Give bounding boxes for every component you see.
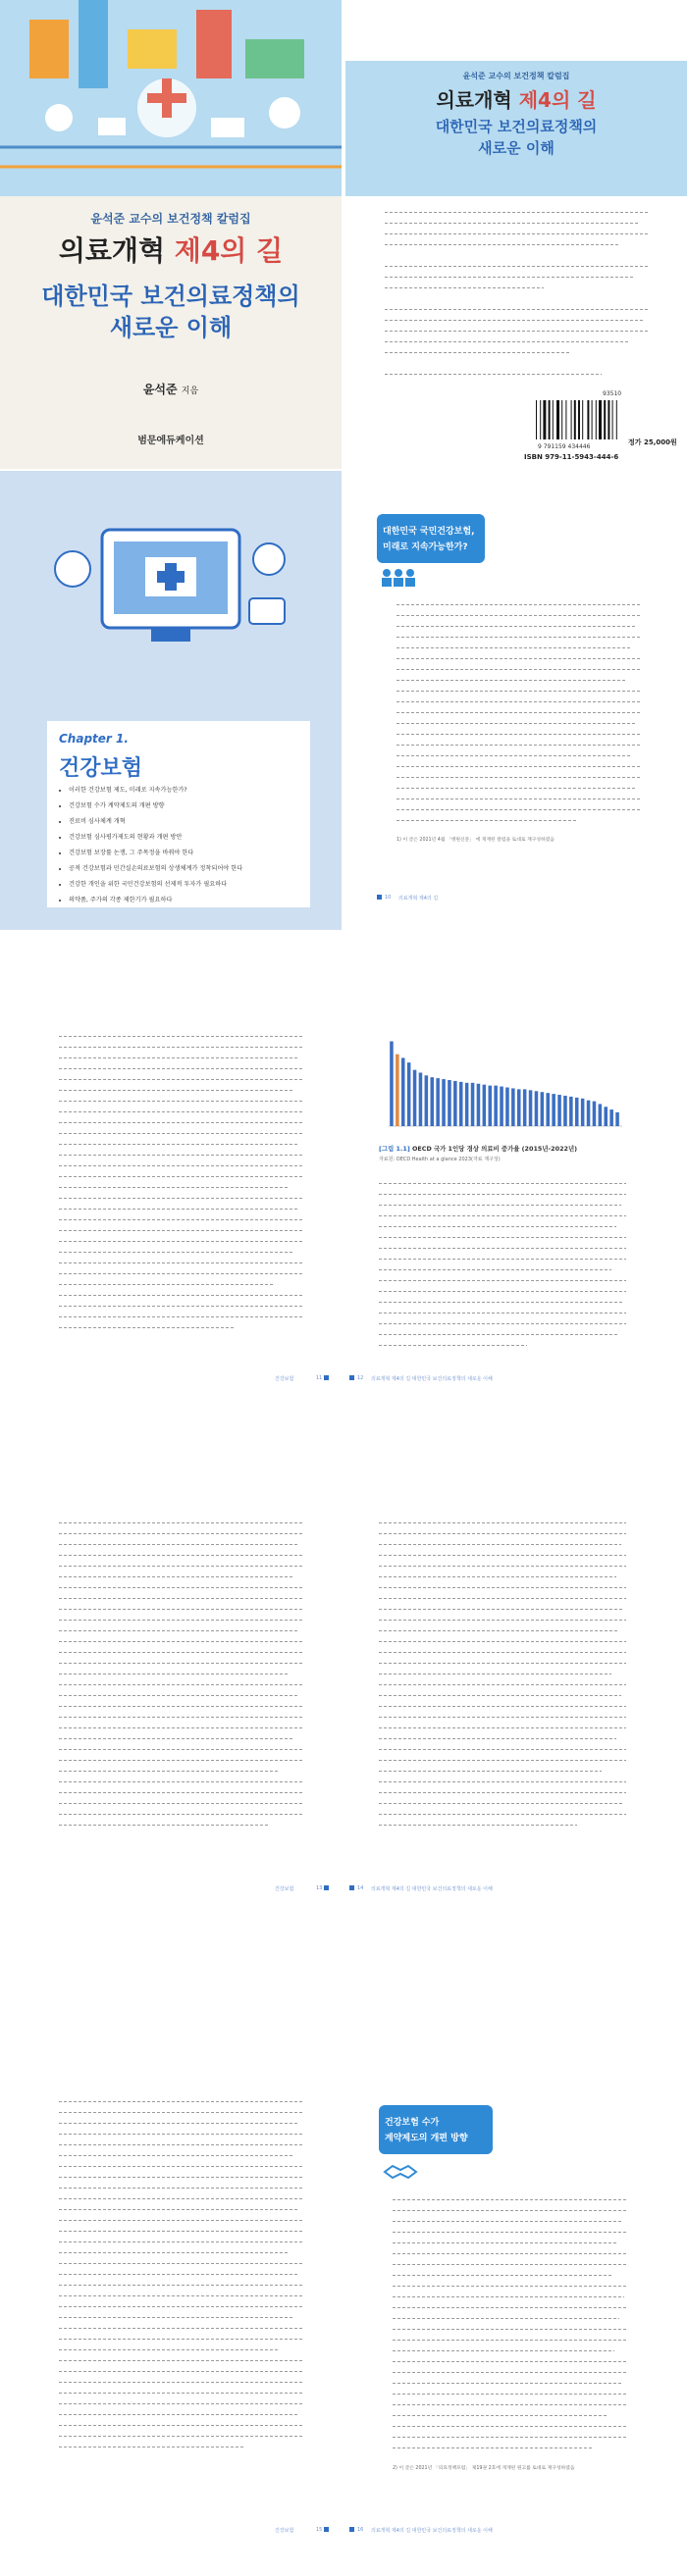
chart-bar <box>517 1089 521 1126</box>
section2-footnote: 2) 이 글은 2021년 「의료정책포럼」 제19권 2호에 게재된 원고를 토대로 재구성하였음 <box>393 2466 575 2471</box>
back-cover <box>345 0 687 469</box>
chart-bar <box>541 1092 545 1126</box>
chart-bar <box>609 1109 613 1126</box>
section1-page <box>345 471 687 930</box>
barcode-digits: 9 791159 434446 <box>538 443 591 450</box>
folio-marker <box>324 2527 329 2532</box>
chart-bar <box>593 1102 597 1126</box>
chart-bar <box>425 1075 429 1126</box>
front-cover <box>0 0 342 469</box>
chart-caption <box>379 1144 577 1153</box>
folio-chapter: 건강보험 <box>275 1376 294 1382</box>
spread-text <box>0 1487 687 1919</box>
chapter-toc <box>59 787 316 912</box>
chart-bar <box>523 1089 527 1126</box>
back-series: 윤석준 교수의 보건정책 칼럼집 <box>462 72 570 80</box>
chart-bar <box>477 1084 481 1126</box>
chart-bar <box>546 1093 550 1126</box>
body-text-p12 <box>379 1177 626 1350</box>
cover-author-suffix: 지음 <box>181 386 199 396</box>
chart-bar <box>483 1085 487 1126</box>
handshake-icon <box>383 2160 418 2182</box>
section1-footnote: 1) 이 글은 2021년 4월 「병원신문」 에 게재된 칼럼을 토대로 재구성하였음 <box>396 838 555 843</box>
chapter-label: Chapter 1. <box>59 732 129 746</box>
folio-page: 14 <box>357 1885 364 1891</box>
folio-marker <box>349 1885 354 1890</box>
body-text-p15 <box>59 2095 304 2451</box>
isbn: ISBN 979-11-5943-444-6 <box>524 453 619 461</box>
cover-subtitle-1: 대한민국 보건의료정책의 <box>41 283 300 310</box>
cover-title <box>0 230 342 269</box>
barcode <box>534 400 622 443</box>
chart-bar <box>587 1101 591 1126</box>
folio-page: 11 <box>316 1375 323 1381</box>
chart-bar <box>419 1072 423 1126</box>
folio-page: 16 <box>357 2527 364 2533</box>
chart-bar <box>557 1095 561 1126</box>
section1-title-1: 대한민국 국민건강보험, <box>383 527 475 537</box>
chapter-illustration <box>43 510 298 657</box>
chart-source: 자료원: OECD Health at a glance 2023(자료 재구성) <box>379 1157 501 1162</box>
toc-item: • 진료비 심사체계 개혁 <box>69 818 316 825</box>
back-subtitle-2: 새로운 이해 <box>478 139 555 157</box>
cover-subtitle-2: 새로운 이해 <box>109 314 233 341</box>
chart-bar <box>396 1055 399 1126</box>
back-blurb <box>385 206 650 379</box>
price: 정가 25,000원 <box>628 438 677 446</box>
barcode-addon: 93510 <box>603 390 622 397</box>
folio-page: 10 <box>385 895 392 901</box>
section2-title-1: 건강보험 수가 <box>385 2118 440 2128</box>
chart-bar <box>604 1107 608 1126</box>
chart-bar <box>436 1078 440 1126</box>
cover-author <box>0 381 342 397</box>
chart-bar <box>471 1083 475 1126</box>
folio-running: 의료개혁 제4의 길 대한민국 보건의료정책의 새로운 이해 <box>371 1886 493 1892</box>
chart-bar <box>615 1112 619 1126</box>
cover-illustration <box>0 0 342 196</box>
chart-caption-text: OECD 국가 1인당 경상 의료비 증가율 (2015년-2022년) <box>411 1145 578 1153</box>
chart-bar <box>563 1096 567 1126</box>
folio-page: 12 <box>357 1375 364 1381</box>
chapter-opener <box>0 471 342 930</box>
toc-item: • 건강보험 보장률 논쟁, 그 주목정을 바꿔야 한다 <box>69 850 316 856</box>
chart-bar <box>407 1062 411 1126</box>
people-icon <box>379 567 418 589</box>
folio-page: 13 <box>316 1885 323 1891</box>
folio-marker <box>349 2527 354 2532</box>
chart-bar <box>448 1080 451 1126</box>
chart-bar <box>494 1086 498 1126</box>
chart-bar <box>430 1077 434 1126</box>
bar-chart <box>379 1028 624 1136</box>
toc-item: • 건강보험 수가 계약제도의 개편 방향 <box>69 802 316 809</box>
section2-title-2: 계약제도의 개편 방향 <box>385 2134 468 2143</box>
chart-bar <box>529 1090 533 1126</box>
back-title-main: 의료개혁 <box>436 88 519 112</box>
toc-item: • 공적 건강보험과 민간실손의료보험의 상생체계가 정착되어야 한다 <box>69 865 316 872</box>
toc-item: • 의약품, 주가의 각종 제한기가 필요하다 <box>69 897 316 903</box>
spread-chapter <box>0 471 687 930</box>
section1-title-2: 미래로 지속가능한가? <box>383 542 468 552</box>
folio-marker <box>324 1885 329 1890</box>
chart-bar <box>459 1082 463 1126</box>
body-text-p14 <box>379 1517 626 1829</box>
back-subtitle-1: 대한민국 보건의료정책의 <box>435 118 598 135</box>
chart-bar <box>552 1094 555 1126</box>
folio-running: 의료개혁 제4의 길 대한민국 보건의료정책의 새로운 이해 <box>371 2528 493 2534</box>
body-text-p13 <box>59 1517 304 1829</box>
folio-running: 의료개혁 제4의 길 <box>398 896 439 902</box>
section1-title-box <box>377 514 485 563</box>
toc-item: • 건강보험 심사평가제도의 현황과 개편 방안 <box>69 834 316 841</box>
cover-publisher: 범문에듀케이션 <box>137 436 204 446</box>
chart-bar <box>599 1104 603 1126</box>
toc-item: • 건강한 개인을 위한 국민건강보험의 선제적 투자가 필요하다 <box>69 881 316 888</box>
folio-marker <box>349 1375 354 1380</box>
cover-series: 윤석준 교수의 보건정책 칼럼집 <box>90 212 251 226</box>
body-text-p11 <box>59 1030 304 1332</box>
chart-caption-num: [그림 1.1] <box>379 1145 410 1153</box>
cover-title-main: 의료개혁 <box>58 234 175 267</box>
back-title-accent: 제4의 길 <box>518 88 597 112</box>
back-title <box>345 84 687 113</box>
chart-bar <box>500 1087 503 1126</box>
cover-author-name: 윤석준 <box>142 383 178 396</box>
chart-bar <box>488 1086 492 1126</box>
chart-bar <box>575 1098 579 1126</box>
chart-bar <box>453 1081 457 1126</box>
section1-body <box>396 598 642 825</box>
chart-bar <box>413 1070 417 1126</box>
spread-section2 <box>0 2066 687 2556</box>
folio-marker <box>377 895 382 900</box>
spread-chart <box>0 1001 687 1422</box>
chart-bar <box>465 1083 469 1126</box>
chapter-title: 건강보험 <box>59 756 143 781</box>
section2-body <box>393 2193 626 2452</box>
folio-chapter: 건강보험 <box>275 2528 294 2534</box>
chart-bar <box>511 1088 515 1126</box>
folio-running: 의료개혁 제4의 길 대한민국 보건의료정책의 새로운 이해 <box>371 1376 493 1382</box>
chart-bar <box>401 1057 405 1126</box>
folio-page: 15 <box>316 2527 323 2533</box>
cover-title-accent: 제4의 길 <box>174 234 284 267</box>
section2-title-box <box>379 2105 493 2154</box>
chart-bar <box>581 1099 585 1126</box>
chart-bar <box>390 1042 394 1126</box>
folio-marker <box>324 1375 329 1380</box>
chart-bar <box>442 1079 446 1126</box>
chart-bar <box>505 1088 509 1126</box>
chart-bar <box>569 1097 573 1126</box>
folio-chapter: 건강보험 <box>275 1886 294 1892</box>
toc-item: • 이러한 건강보험 제도, 미래로 지속가능한가? <box>69 787 316 794</box>
cover-spread <box>0 0 687 469</box>
chart-bar <box>535 1091 539 1126</box>
